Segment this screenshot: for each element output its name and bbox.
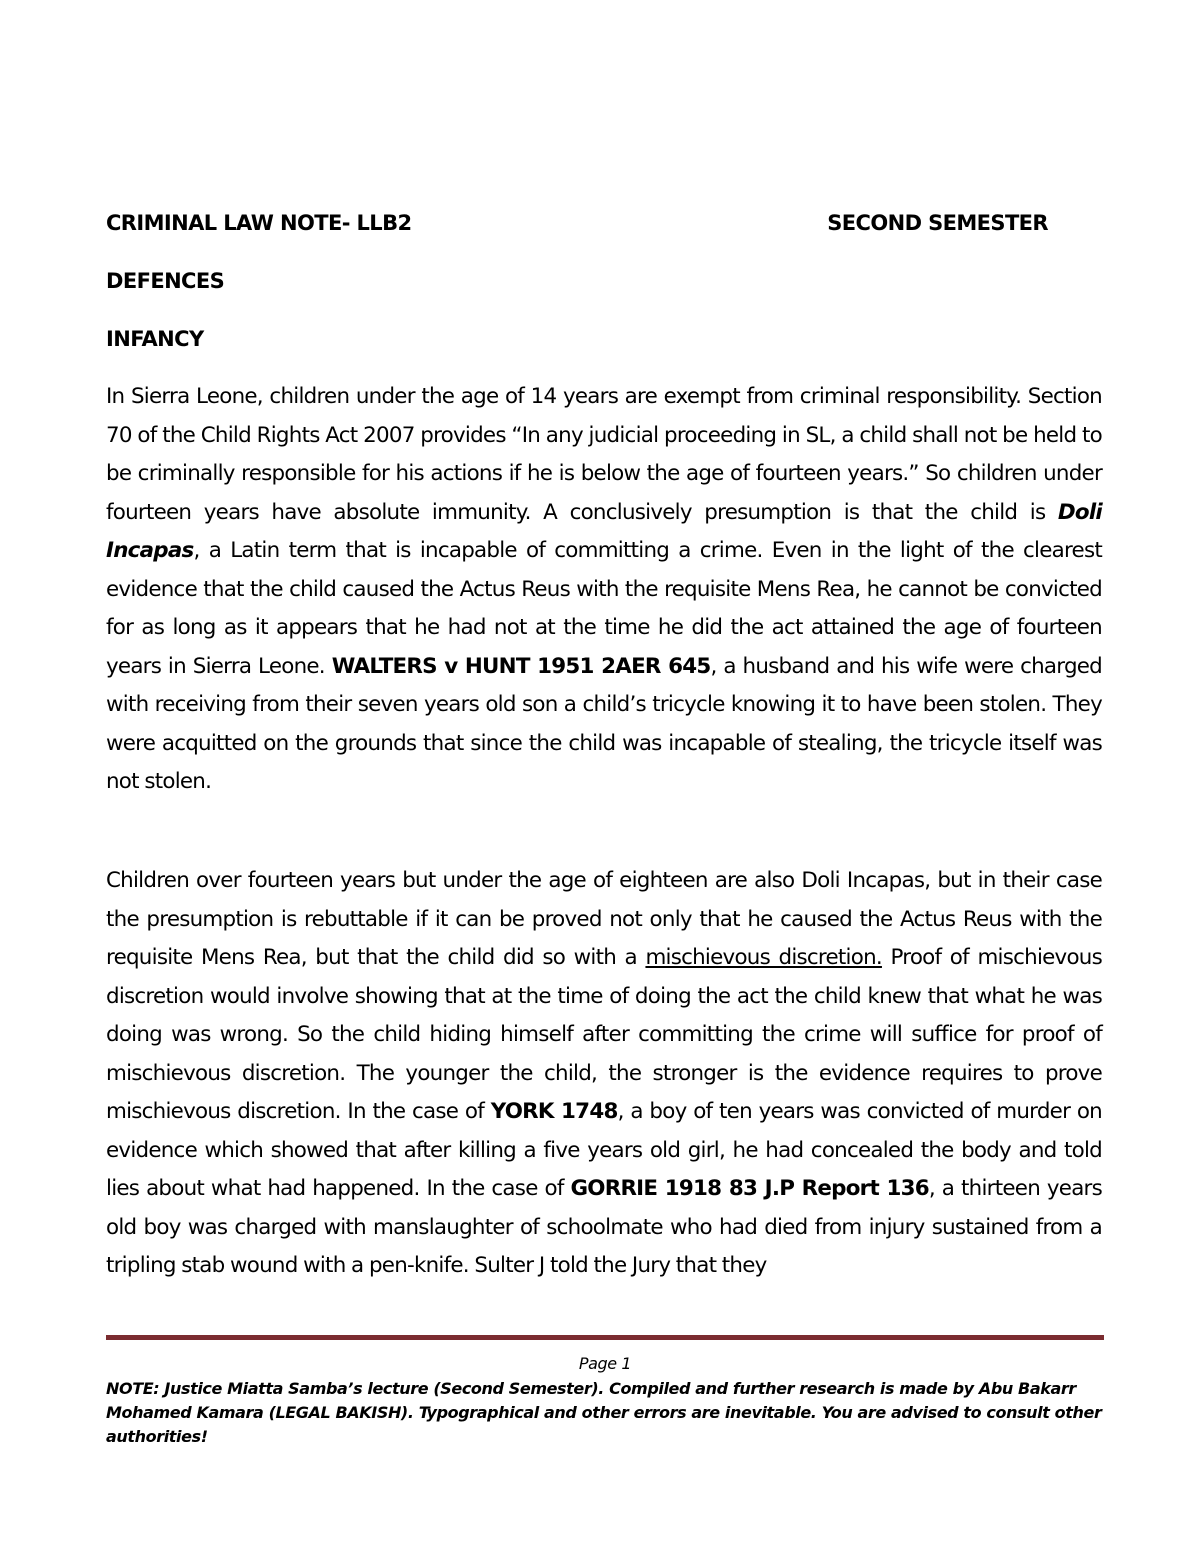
term-doli-incapas: Doli Incapas [106, 499, 1102, 563]
underlined-mischievous-discretion: mischievous discretion. [645, 945, 882, 970]
page-number: Page 1 [578, 1354, 632, 1373]
paragraph-1-text-c: , a husband and his wife were charged with receiving from their seven years old son a child’s tricycle knowing it to have been stolen. They were acquitted on the grounds that since the child was incapable of stealing, the tricycle itself was not stolen. [106, 653, 1103, 794]
section-heading-defences: DEFENCES [106, 269, 225, 293]
page-header [106, 208, 1048, 238]
case-york-1748: YORK 1748 [490, 1099, 618, 1124]
paragraph-2-text-b: Proof of mischievous discretion would involve showing that at the time of doing the act the child knew that what he was doing was wrong. So the child hiding himself after committing the crime will suffice for proof of mischievous discretion. The younger the child, the stronger is the evidence requires to prove mischievous discretion. In the case of [106, 945, 1102, 1124]
paragraph-1-text-b: , a Latin term that is incapable of committing a crime. Even in the light of the clearest evidence that the child caused the Actus Reus with the requisite Mens Rea, he cannot be convicted for as long as it appears that he had not at the time he did the act attained the age of fourteen years in Sierra Leone. [106, 538, 1102, 679]
header-semester: SECOND SEMESTER [827, 211, 1048, 235]
section-heading-infancy: INFANCY [106, 327, 204, 351]
paragraph-2-text-c: , a boy of ten years was convicted of murder on evidence which showed that after killing a five years old girl, he had concealed the body and told lies about what had happened. In the case of [106, 1099, 1102, 1201]
footer-divider [106, 1335, 1104, 1340]
paragraph-2-text-d: , a thirteen years old boy was charged with manslaughter of schoolmate who had died from injury sustained from a tripling stab wound with a pen-knife. Sulter J told the Jury that they [106, 1176, 1102, 1278]
paragraph-1-text-a: In Sierra Leone, children under the age of 14 years are exempt from criminal responsibility. Section 70 of the Child Rights Act 2007 provides “In any judicial proceeding in SL, a child shall not be held to be criminally responsible for his actions if he is below the age of fourteen years.” So children under fourteen years have absolute immunity. A conclusively presumption is that the child is [106, 384, 1102, 525]
case-walters-v-hunt: WALTERS v HUNT 1951 2AER 645 [331, 653, 711, 679]
footer-note: NOTE: Justice Miatta Samba’s lecture (Second Semester). Compiled and further research is made by Abu Bakarr Mohamed Kamara (LEGAL BAKISH). Typographical and other errors are inevitable. You are advised to consult other authorities! [106, 1379, 1102, 1446]
paragraph-1 [106, 378, 1102, 802]
case-gorrie-1918: GORRIE 1918 83 J.P Report 136 [570, 1176, 929, 1201]
page-footer [106, 1352, 1104, 1449]
header-title: CRIMINAL LAW NOTE- LLB2 [106, 211, 412, 235]
paragraph-2-text-a: Children over fourteen years but under the age of eighteen are also Doli Incapas, but in their case the presumption is rebuttable if it can be proved not only that he caused the Actus Reus with the requisite Mens Rea, but that the child did so with a [106, 868, 1102, 970]
paragraph-2 [106, 862, 1102, 1286]
